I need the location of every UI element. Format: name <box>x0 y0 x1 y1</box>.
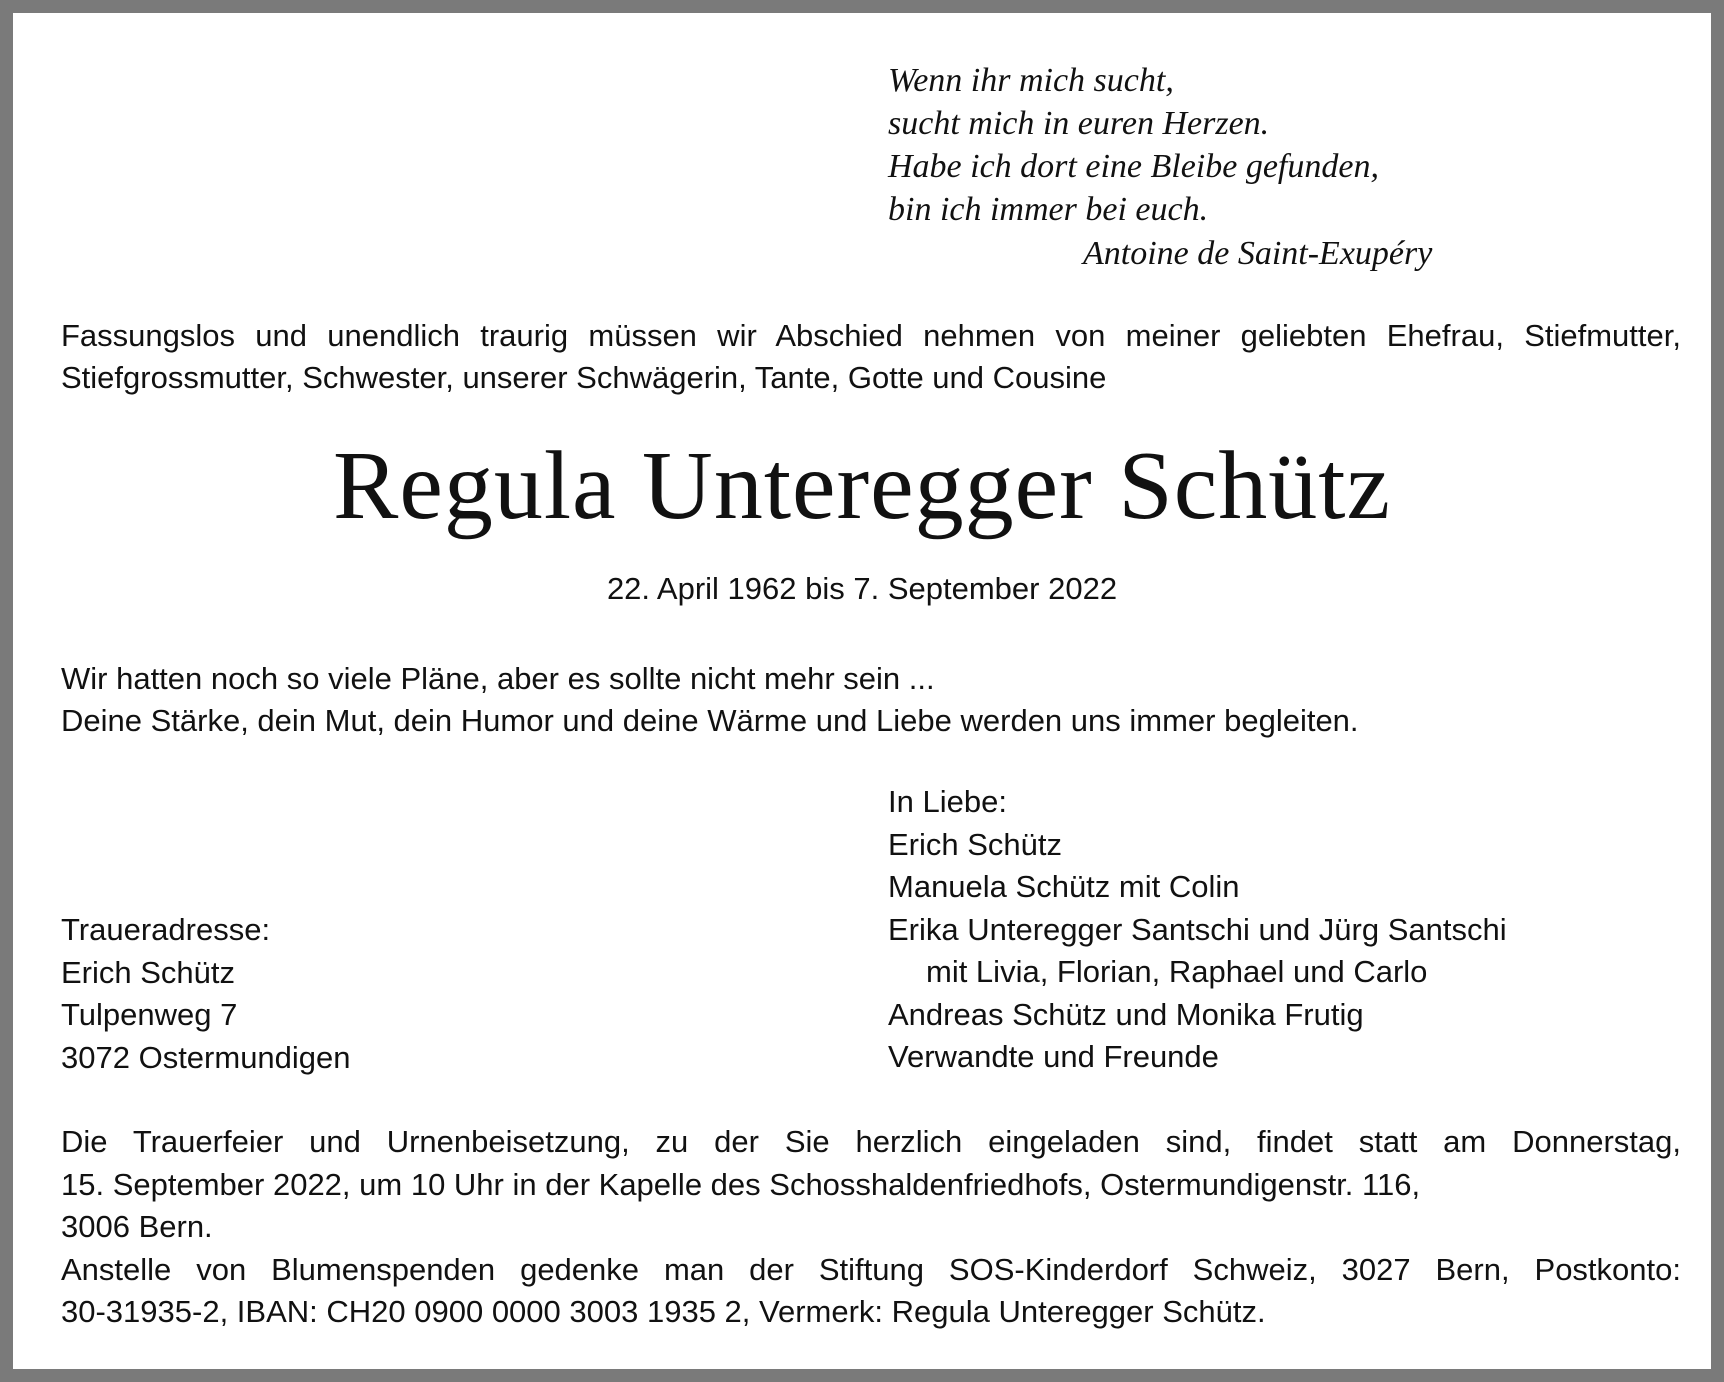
poem-author: Antoine de Saint-Exupéry <box>1083 235 1433 272</box>
address-line: Erich Schütz <box>61 954 236 990</box>
mourner-entry: Erika Unteregger Santschi und Jürg Santschi <box>888 911 1507 947</box>
mourning-address <box>61 909 351 1079</box>
deceased-name: Regula Unteregger Schütz <box>332 432 1392 540</box>
donation-line: Anstelle von Blumenspenden gedenke man der Stiftung SOS-Kinderdorf Schweiz, 3027 Bern, Postkonto: <box>61 1251 1681 1287</box>
poem-line: Wenn ihr mich sucht, <box>888 62 1174 99</box>
life-dates: 22. April 1962 bis 7. September 2022 <box>606 571 1118 606</box>
obituary-notice <box>13 13 1711 1369</box>
ceremony-line: 15. September 2022, um 10 Uhr in der Kapelle des Schosshaldenfriedhofs, Ostermundigenstr. 116, <box>61 1166 1421 1202</box>
ceremony-details <box>61 1121 1681 1334</box>
poem-quote <box>888 59 1379 231</box>
ceremony-line: Die Trauerfeier und Urnenbeisetzung, zu der Sie herzlich eingeladen sind, findet statt am Donnerstag, <box>61 1124 1681 1159</box>
address-heading: Traueradresse: <box>61 912 271 947</box>
ceremony-line: 3006 Bern. <box>61 1209 213 1244</box>
intro-line: Stiefgrossmutter, Schwester, unserer Schwägerin, Tante, Gotte und Cousine <box>61 360 1107 395</box>
mourner-entry: Manuela Schütz mit Colin <box>888 869 1240 904</box>
poem-line: bin ich immer bei euch. <box>888 191 1209 228</box>
address-line: Tulpenweg 7 <box>61 997 238 1032</box>
farewell-message <box>61 658 1359 742</box>
mourner-entry: Andreas Schütz und Monika Frutig <box>888 996 1364 1032</box>
intro-text <box>61 315 1681 399</box>
mourner-entry: Verwandte und Freunde <box>888 1039 1219 1074</box>
poem-line: sucht mich in euren Herzen. <box>888 105 1270 142</box>
poem-line: Habe ich dort eine Bleibe gefunden, <box>888 148 1379 185</box>
mourner-entry: mit Livia, Florian, Raphael und Carlo <box>926 954 1428 989</box>
address-line: 3072 Ostermundigen <box>61 1039 351 1075</box>
message-line: Wir hatten noch so viele Pläne, aber es sollte nicht mehr sein ... <box>61 661 935 696</box>
mourners-list <box>888 781 1507 1079</box>
donation-line: 30-31935-2, IBAN: CH20 0900 0000 3003 1935 2, Vermerk: Regula Unteregger Schütz. <box>61 1294 1266 1329</box>
mourner-entry: Erich Schütz <box>888 826 1063 862</box>
message-line: Deine Stärke, dein Mut, dein Humor und deine Wärme und Liebe werden uns immer begleiten. <box>61 703 1359 738</box>
mourners-heading: In Liebe: <box>888 784 1007 819</box>
intro-line: Fassungslos und unendlich traurig müssen wir Abschied nehmen von meiner geliebten Ehefrau, Stiefmutter, <box>61 318 1681 353</box>
